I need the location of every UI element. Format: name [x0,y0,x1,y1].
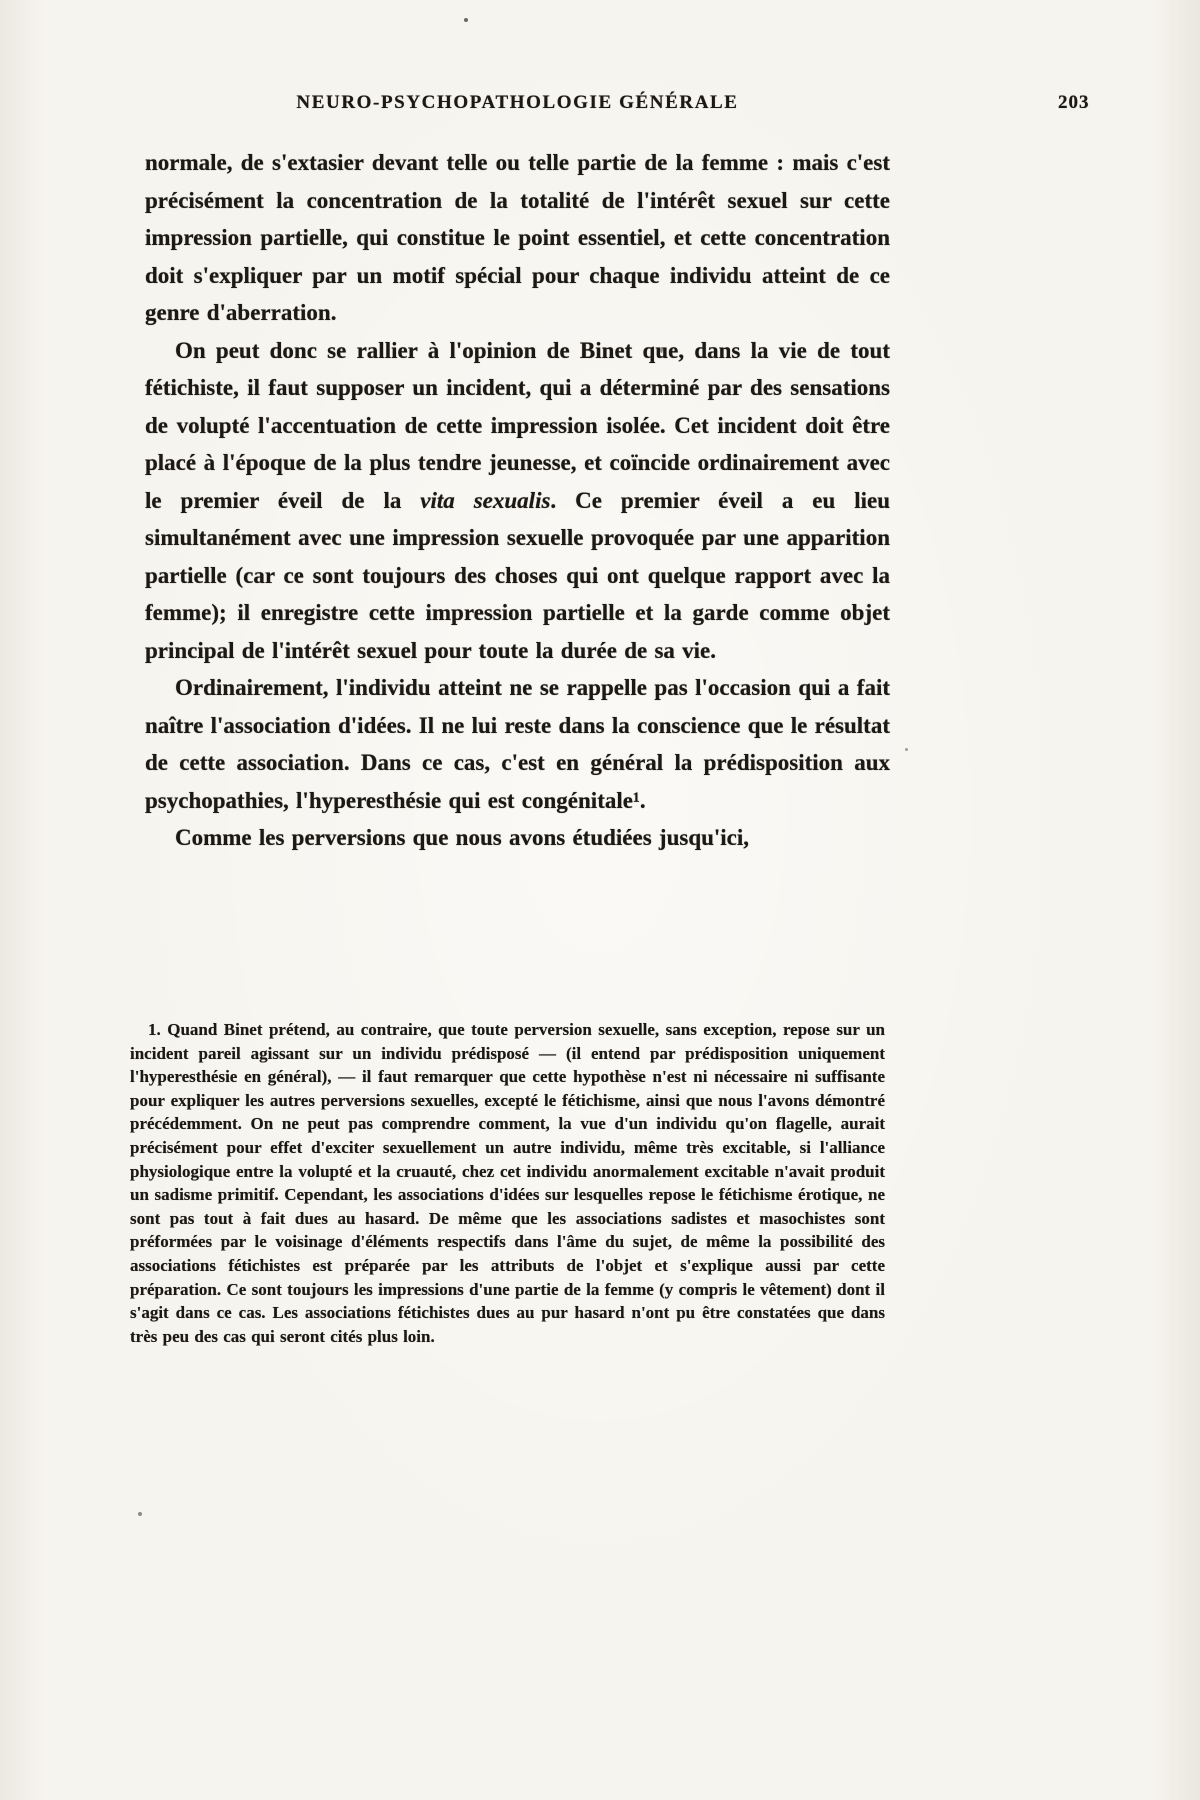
paragraph-continuation: normale, de s'extasier devant telle ou telle partie de la femme : mais c'est précisément la concentration de la totalité de l'intérêt sexuel sur cette impression partielle, qui constitue le point essentiel, et cette concentration doit s'expliquer par un motif spécial pour chaque individu atteint de ce genre d'aberration. [145,150,890,325]
footnote-block [130,1018,885,1348]
paragraph [145,332,890,670]
scan-speck [138,1512,142,1516]
body-text [145,144,890,857]
scan-speck [905,748,908,751]
paragraph-text: On peut donc se rallier à l'opinion de Binet que, dans la vie de tout fétichiste, il faut supposer un incident, qui a déterminé par des sensations de volupté l'accentuation de cette impression isolée. Cet incident doit être placé à l'époque de la plus tendre jeunesse, et coïncide ordinairement avec le premier éveil de la [145,337,890,513]
latin-phrase-italic: vita sexualis [420,487,551,513]
scan-speck [464,18,468,22]
page-number: 203 [1058,92,1090,113]
paragraph: Comme les perversions que nous avons étudiées jusqu'ici, [175,825,750,850]
paragraph: Ordinairement, l'individu atteint ne se rappelle pas l'occasion qui a fait naître l'association d'idées. Il ne lui reste dans la conscience que le résultat de cette association. Dans ce cas, c'est en général la prédisposition aux psychopathies, l'hyperesthésie qui est congénitale¹. [145,675,890,813]
footnote-text: 1. Quand Binet prétend, au contraire, que toute perversion sexuelle, sans exception, repose sur un incident pareil agissant sur un individu prédisposé — (il entend par prédisposition uniquement l'hyperesthésie en général), — il faut remarquer que cette hypothèse n'est ni nécessaire ni suffisante pour expliquer les autres perversions sexuelles, excepté le fétichisme, ainsi que nous l'avons démontré précédemment. On ne peut pas comprendre comment, la vue d'un individu qu'on flagelle, aurait précisément pour effet d'exciter sexuellement un autre individu, même très excitable, si l'alliance physiologique entre la volupté et la cruauté, chez cet individu anormalement excitable n'avait produit un sadisme primitif. Cependant, les associations d'idées sur lesquelles repose le fétichisme érotique, ne sont pas tout à fait dues au hasard. De même que les associations sadistes et masochistes sont préformées par le voisinage d'éléments respectifs dans l'âme du sujet, de même la possibilité des associations fétichistes est préparée par les attributs de l'objet et s'explique aussi par cette préparation. Ce sont toujours les impressions d'une partie de la femme (y compris le vêtement) dont il s'agit dans ce cas. Les associations fétichistes dues au pur hasard n'ont pu être constatées que dans très peu des cas qui seront cités plus loin. [130,1020,885,1346]
paragraph-text: . Ce premier éveil a eu lieu simultanément avec une impression sexuelle provoquée par une apparition partielle (car ce sont toujours des choses qui ont quelque rapport avec la femme); il enregistre cette impression partielle et la garde comme objet principal de l'intérêt sexuel pour toute la durée de sa vie. [145,487,891,663]
running-title: NEURO-PSYCHOPATHOLOGIE GÉNÉRALE [296,92,739,113]
